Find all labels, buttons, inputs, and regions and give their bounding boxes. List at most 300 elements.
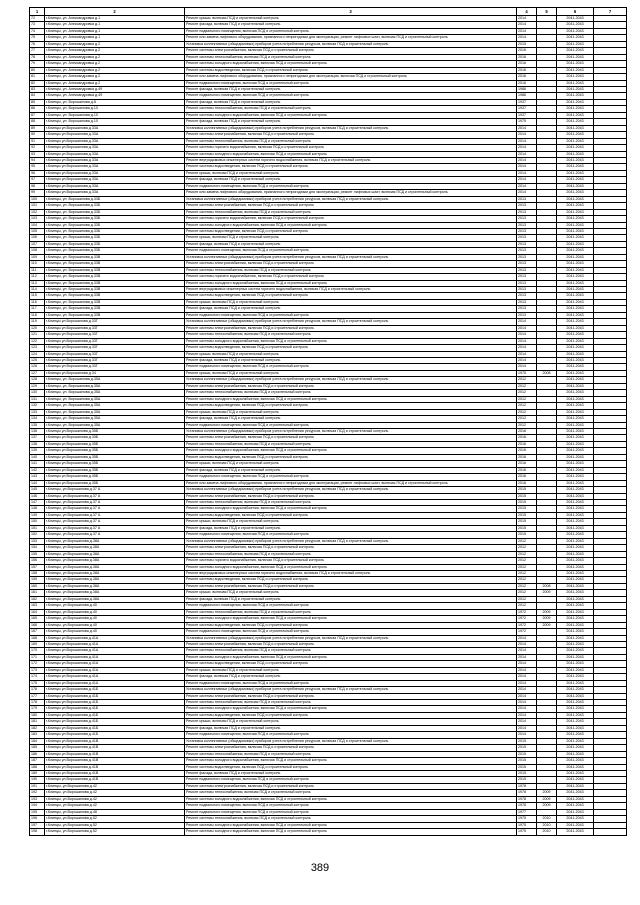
address-cell: г.Клинцы ул.Ворошилова д.33А [45,132,185,138]
year-built-cell: 2016 [517,474,537,480]
row-number-cell: 116 [30,299,45,305]
work-type-cell: Ремонт системы водоотведения, включая ПСД и строительный контроль [185,164,517,170]
year-built-cell: 2013 [517,293,537,299]
year-built-cell: 2016 [517,467,537,473]
year-built-cell: 1975 [517,816,537,822]
year-built-cell: 2014 [517,325,537,331]
address-cell: г.Клинцы ул.Ворошилова д.41В [45,745,185,751]
row-number-cell: 181 [30,719,45,725]
work-type-cell: Установка коллективных (общедомовых) приборов учета потребления ресурсов, включая ПСД и строительный контроль [185,254,517,260]
address-cell: г.Клинцы ул.Ворошилова д.41Б [45,687,185,693]
row-number-cell: 171 [30,654,45,660]
work-type-cell: Ремонт системы электроснабжения, включая ПСД и строительный контроль [185,641,517,647]
address-cell: г.Клинцы, ул. Ворошилова д.33Б [45,248,185,254]
address-cell: г.Клинцы, ул.Ворошилова д.37 А [45,519,185,525]
page-number: 389 [310,862,330,874]
address-cell: г.Клинцы ул.Ворошилова д.33Г [45,332,185,338]
address-cell: г.Клинцы ул.Ворошилова д.41А [45,661,185,667]
work-type-cell: Ремонт системы холодного водоснабжения, включая ПСД и строительный контроль [185,564,517,570]
year-built-cell: 2015 [517,512,537,518]
work-type-cell: Ремонт крыши, включая ПСД и строительный контроль [185,16,517,22]
address-cell: г.Клинцы ул.Ворошилова д.33А [45,164,185,170]
address-cell: г.Клинцы ул.Ворошилова д.41А [45,680,185,686]
work-type-cell: Ремонт фасада, включая ПСД и строительный контроль [185,674,517,680]
address-cell: г.Клинцы, ул.Ворошилова д.38А [45,570,185,576]
planned-period-cell: 2041-2043 [557,487,594,493]
year-last-repair-cell: 2009 [537,790,557,796]
year-built-cell: 2014 [517,732,537,738]
address-cell: г.Клинцы ул.Ворошилова д.41В [45,777,185,783]
year-built-cell: 1975 [517,119,537,125]
row-number-cell: 99 [30,190,45,196]
address-cell: г.Клинцы, ул.Ворошилова д.40 [45,629,185,635]
header-cell: 1 [30,8,45,16]
year-built-cell: 2013 [517,209,537,215]
row-number-cell: 89 [30,125,45,131]
planned-period-cell: 2041-2043 [557,138,594,144]
row-number-cell: 151 [30,525,45,531]
planned-period-cell: 2041-2043 [557,396,594,402]
row-number-cell: 162 [30,596,45,602]
address-cell: г.Клинцы, ул. Ворошилова д.35А [45,396,185,402]
address-cell: г.Клинцы, ул. Александровка д.1 [45,22,185,28]
address-cell: г.Клинцы, ул.Ворошилова д.52 [45,822,185,828]
row-number-cell: 115 [30,293,45,299]
planned-period-cell: 2041-2043 [557,822,594,828]
address-cell: г.Клинцы ул.Ворошилова д.33Г [45,345,185,351]
address-cell: г.Клинцы, ул. Ворошилова д.35А [45,377,185,383]
work-type-cell: Ремонт фасада, включая ПСД и строительный контроль [185,525,517,531]
work-type-cell: Ремонт системы теплоснабжения, включая ПСД и строительный контроль [185,648,517,654]
planned-period-cell: 2041-2043 [557,609,594,615]
row-number-cell: 129 [30,383,45,389]
planned-period-cell: 2041-2043 [557,448,594,454]
row-number-cell: 133 [30,409,45,415]
address-cell: г.Клинцы ул.Ворошилова д.33А [45,138,185,144]
header-cell: 7 [594,8,627,16]
work-type-cell: Ремонт фасада, включая ПСД и строительный контроль [185,86,517,92]
address-cell: г.Клинцы ул.Ворошилова д.33А [45,125,185,131]
work-type-cell: Установка коллективных (общедомовых) приборов учета потребления ресурсов, включая ПСД и строительный контроль [185,487,517,493]
planned-period-cell: 2041-2043 [557,16,594,22]
year-built-cell: 2015 [517,519,537,525]
planned-period-cell: 2041-2043 [557,145,594,151]
work-type-cell: Ремонт системы электроснабжения, включая ПСД и строительный контроль [185,545,517,551]
address-cell: г.Клинцы, ул. Ворошилова д.33Б [45,228,185,234]
row-number-cell: 143 [30,474,45,480]
year-built-cell: 2016 [517,435,537,441]
planned-period-cell: 2041-2043 [557,235,594,241]
year-built-cell: 2015 [517,777,537,783]
address-cell: г.Клинцы ул.Ворошилова д.41Б [45,719,185,725]
planned-period-cell: 2041-2043 [557,422,594,428]
planned-period-cell: 2041-2043 [557,409,594,415]
address-cell: г.Клинцы, ул. Александровка д.2 [45,74,185,80]
address-cell: г.Клинцы, ул.Ворошилова д.37 А [45,506,185,512]
year-built-cell: 2013 [517,203,537,209]
row-number-cell: 195 [30,809,45,815]
planned-period-cell: 2041-2043 [557,545,594,551]
work-type-cell: Ремонт крыши, включая ПСД и строительный контроль [185,667,517,673]
row-number-cell: 120 [30,325,45,331]
year-built-cell: 2012 [517,396,537,402]
work-type-cell: Ремонт подвального помещения, включая ПСД и строительный контроль [185,312,517,318]
planned-period-cell: 2041-2043 [557,461,594,467]
address-cell: г.Клинцы ул.Ворошилова д.33А [45,183,185,189]
row-number-cell: 152 [30,532,45,538]
work-type-cell: Ремонт системы теплоснабжения, включая ПСД и строительный контроль [185,551,517,557]
year-built-cell: 2016 [517,67,537,73]
address-cell: г.Клинцы ул.Ворошилова д.41А [45,654,185,660]
address-cell: г.Клинцы, ул.Ворошилова д.37 А [45,493,185,499]
planned-period-cell: 2041-2043 [557,661,594,667]
address-cell: г.Клинцы, ул.Ворошилова д.52 [45,816,185,822]
work-type-cell: Ремонт системы горячего водоснабжения, включая ПСД и строительный контроль [185,274,517,280]
work-type-cell: Ремонт системы теплоснабжения, включая ПСД и строительный контроль [185,816,517,822]
work-type-cell: Ремонт фасада, включая ПСД и строительный контроль [185,22,517,28]
work-type-cell: Ремонт системы теплоснабжения, включая ПСД и строительный контроль [185,499,517,505]
address-cell: г.Клинцы ул.Ворошилова д.41В [45,738,185,744]
address-cell: г.Клинцы, ул.Ворошилова д.52 [45,829,185,835]
row-number-cell: 97 [30,177,45,183]
address-cell: г.Клинцы, ул. Александровка д.2 [45,48,185,54]
planned-period-cell: 2041-2043 [557,248,594,254]
work-type-cell: Ремонт системы электроснабжения, включая ПСД и строительный контроль [185,325,517,331]
work-type-cell: Ремонт подвального помещения, включая ПСД и строительный контроль [185,183,517,189]
address-cell: г.Клинцы, ул. Ворошилова д.33В [45,287,185,293]
address-cell: г.Клинцы, ул. Ворошилова д.33В [45,261,185,267]
planned-period-cell: 2041-2043 [557,680,594,686]
address-cell: г.Клинцы, ул. Ворошилова д.35А [45,390,185,396]
row-number-cell: 121 [30,332,45,338]
year-last-repair-cell: 2009 [537,622,557,628]
work-type-cell: Ремонт системы электроснабжения, включая ПСД и строительный контроль [185,435,517,441]
planned-period-cell: 2041-2043 [557,377,594,383]
year-built-cell: 2012 [517,564,537,570]
year-built-cell: 2014 [517,687,537,693]
row-number-cell: 187 [30,758,45,764]
row-number-cell: 72 [30,16,45,22]
address-cell: г.Клинцы ул.Ворошилова д.35Б [45,441,185,447]
row-number-cell: 193 [30,796,45,802]
planned-period-cell: 2041-2043 [557,596,594,602]
address-cell: г.Клинцы ул.Ворошилова д.33Г [45,364,185,370]
planned-period-cell: 2041-2043 [557,809,594,815]
row-number-cell: 163 [30,603,45,609]
address-cell: г.Клинцы ул.Ворошилова д.34 [45,370,185,376]
planned-period-cell: 2041-2043 [557,551,594,557]
row-number-cell: 85 [30,99,45,105]
header-cell: 5 [537,8,557,16]
address-cell: г.Клинцы, ул. Ворошилова д.8 [45,99,185,105]
year-built-cell: 2016 [517,461,537,467]
planned-period-cell: 2041-2043 [557,332,594,338]
planned-period-cell: 2041-2043 [557,648,594,654]
work-type-cell: Ремонт фасада, включая ПСД и строительный контроль [185,241,517,247]
year-built-cell: 1972 [517,609,537,615]
address-cell: г.Клинцы ул.Ворошилова д.41Б [45,693,185,699]
row-number-cell: 197 [30,822,45,828]
work-type-cell: Ремонт системы холодного водоснабжения, включая ПСД и строительный контроль [185,280,517,286]
planned-period-cell: 2041-2043 [557,351,594,357]
year-built-cell: 2014 [517,190,537,196]
header-cell: 6 [557,8,594,16]
work-type-cell: Ремонт внутридомовых инженерных систем горячего водоснабжения, включая ПСД и строительный контроль [185,157,517,163]
planned-period-cell: 2041-2043 [557,558,594,564]
work-type-cell: Установка коллективных (общедомовых) приборов учета потребления ресурсов, включая ПСД и строительный контроль [185,319,517,325]
planned-period-cell: 2041-2043 [557,86,594,92]
address-cell: г.Клинцы, ул. Ворошилова д.10 [45,112,185,118]
planned-period-cell: 2041-2043 [557,54,594,60]
address-cell: г.Клинцы, ул. Ворошилова д.33Б [45,196,185,202]
row-number-cell: 90 [30,132,45,138]
row-number-cell: 144 [30,480,45,486]
year-built-cell: 2015 [517,745,537,751]
address-cell: г.Клинцы, ул.Ворошилова д.40 [45,616,185,622]
work-type-cell: Ремонт крыши, включая ПСД и строительный контроль [185,461,517,467]
row-number-cell: 190 [30,777,45,783]
year-built-cell: 2014 [517,319,537,325]
year-built-cell: 2014 [517,358,537,364]
row-number-cell: 170 [30,648,45,654]
address-cell: г.Клинцы ул.Ворошилова д.41Б [45,706,185,712]
year-built-cell: 2016 [517,441,537,447]
year-built-cell: 1978 [517,790,537,796]
address-cell: г.Клинцы, ул.Ворошилова д.37 А [45,512,185,518]
planned-period-cell: 2041-2043 [557,119,594,125]
work-type-cell: Ремонт системы электроснабжения, включая ПСД и строительный контроль [185,261,517,267]
address-cell: г.Клинцы, ул.Ворошилова д.38А [45,583,185,589]
year-built-cell: 2013 [517,241,537,247]
year-built-cell: 2013 [517,216,537,222]
work-type-cell: Ремонт фасада, включая ПСД и строительный контроль [185,358,517,364]
planned-period-cell: 2041-2043 [557,603,594,609]
planned-period-cell: 2041-2043 [557,228,594,234]
year-built-cell: 2013 [517,299,537,305]
work-type-cell: Ремонт системы теплоснабжения, включая ПСД и строительный контроль [185,138,517,144]
year-last-repair-cell: 2010 [537,829,557,835]
planned-period-cell: 2041-2043 [557,293,594,299]
address-cell: г.Клинцы, ул.Ворошилова д.40 [45,603,185,609]
repair-schedule-table [29,7,627,836]
row-number-cell: 131 [30,396,45,402]
work-type-cell: Ремонт фасада, включая ПСД и строительный контроль [185,596,517,602]
work-type-cell: Ремонт системы водоотведения, включая ПСД и строительный контроль [185,712,517,718]
row-number-cell: 176 [30,687,45,693]
planned-period-cell: 2041-2043 [557,267,594,273]
year-built-cell: 2014 [517,16,537,22]
planned-period-cell: 2041-2043 [557,693,594,699]
row-number-cell: 156 [30,558,45,564]
planned-period-cell: 2041-2043 [557,125,594,131]
year-built-cell: 2014 [517,719,537,725]
row-number-cell: 198 [30,829,45,835]
address-cell: г.Клинцы ул.Ворошилова д.33А [45,157,185,163]
year-built-cell: 2012 [517,596,537,602]
address-cell: г.Клинцы, ул. Ворошилова д.33Б [45,209,185,215]
year-built-cell: 2014 [517,674,537,680]
work-type-cell: Ремонт системы водоотведения, включая ПСД и строительный контроль [185,67,517,73]
year-built-cell: 2012 [517,603,537,609]
row-number-cell: 168 [30,635,45,641]
row-number-cell: 91 [30,138,45,144]
row-number-cell: 178 [30,700,45,706]
year-last-repair-cell: 2009 [537,616,557,622]
work-type-cell: Установка коллективных (общедомовых) приборов учета потребления ресурсов, включая ПСД и строительный контроль [185,635,517,641]
planned-period-cell: 2041-2043 [557,616,594,622]
work-type-cell: Ремонт системы электроснабжения, включая ПСД и строительный контроль [185,693,517,699]
planned-period-cell: 2041-2043 [557,719,594,725]
planned-period-cell: 2041-2043 [557,358,594,364]
address-cell: г.Клинцы ул.Ворошилова д.41Б [45,700,185,706]
work-type-cell: Установка коллективных (общедомовых) приборов учета потребления ресурсов, включая ПСД и строительный контроль [185,738,517,744]
address-cell: г.Клинцы ул.Ворошилова д.41А [45,635,185,641]
row-number-cell: 108 [30,248,45,254]
year-built-cell: 2014 [517,177,537,183]
row-number-cell: 132 [30,403,45,409]
planned-period-cell: 2041-2043 [557,751,594,757]
year-built-cell: 2013 [517,274,537,280]
row-number-cell: 111 [30,267,45,273]
planned-period-cell: 2041-2043 [557,803,594,809]
address-cell: г.Клинцы, ул. Ворошилова д.35А [45,403,185,409]
row-number-cell: 139 [30,448,45,454]
address-cell: г.Клинцы, ул.Ворошилова д.38А [45,596,185,602]
planned-period-cell: 2041-2043 [557,654,594,660]
planned-period-cell: 2041-2043 [557,512,594,518]
year-built-cell: 2012 [517,583,537,589]
year-last-repair-cell: 2009 [537,609,557,615]
planned-period-cell: 2041-2043 [557,622,594,628]
address-cell: г.Клинцы ул.Ворошилова д.35Б [45,429,185,435]
work-type-cell: Ремонт системы электроснабжения, включая ПСД и строительный контроль [185,132,517,138]
address-cell: г.Клинцы ул.Ворошилова д.33Г [45,319,185,325]
planned-period-cell: 2041-2043 [557,99,594,105]
planned-period-cell: 2041-2043 [557,132,594,138]
year-built-cell: 1937 [517,112,537,118]
address-cell: г.Клинцы ул.Ворошилова д.35Б [45,454,185,460]
work-type-cell: Ремонт фасада, включая ПСД и строительный контроль [185,467,517,473]
row-number-cell: 148 [30,506,45,512]
year-built-cell: 2015 [517,764,537,770]
address-cell: г.Клинцы, ул.Ворошилова д.38А [45,538,185,544]
address-cell: г.Клинцы ул.Ворошилова д.33А [45,170,185,176]
address-cell: г.Клинцы, ул.Ворошилова д.40 [45,622,185,628]
year-built-cell: 2012 [517,403,537,409]
year-built-cell: 2014 [517,635,537,641]
row-number-cell: 141 [30,461,45,467]
year-built-cell: 2016 [517,429,537,435]
address-cell: г.Клинцы, ул. Ворошилова д.35А [45,422,185,428]
planned-period-cell: 2041-2043 [557,725,594,731]
year-built-cell: 2012 [517,390,537,396]
row-number-cell: 185 [30,745,45,751]
year-built-cell: 1972 [517,629,537,635]
row-number-cell: 147 [30,499,45,505]
year-built-cell: 2015 [517,487,537,493]
row-number-cell: 122 [30,338,45,344]
work-type-cell: Ремонт системы теплоснабжения, включая ПСД и строительный контроль [185,700,517,706]
planned-period-cell: 2041-2043 [557,777,594,783]
year-built-cell: 2013 [517,267,537,273]
planned-period-cell: 2041-2043 [557,183,594,189]
year-built-cell: 1977 [517,809,537,815]
planned-period-cell: 2041-2043 [557,700,594,706]
work-type-cell: Ремонт крыши, включая ПСД и строительный контроль [185,590,517,596]
work-type-cell: Ремонт системы водоотведения, включая ПСД и строительный контроль [185,345,517,351]
note-cell [594,829,627,835]
planned-period-cell: 2041-2043 [557,764,594,770]
address-cell: г.Клинцы, ул.Ворошилова д.38А [45,545,185,551]
year-built-cell: 2014 [517,145,537,151]
row-number-cell: 81 [30,74,45,80]
address-cell: г.Клинцы, ул. Ворошилова д.33В [45,299,185,305]
year-built-cell: 2013 [517,235,537,241]
year-built-cell: 2014 [517,125,537,131]
planned-period-cell: 2041-2043 [557,712,594,718]
address-cell: г.Клинцы, ул.Ворошилова д.37 А [45,487,185,493]
planned-period-cell: 2041-2043 [557,106,594,112]
year-built-cell: 2013 [517,287,537,293]
planned-period-cell: 2041-2043 [557,564,594,570]
year-built-cell: 2014 [517,351,537,357]
work-type-cell: Ремонт фасада, включая ПСД и строительный контроль [185,119,517,125]
work-type-cell: Ремонт системы водоотведения, включая ПСД и строительный контроль [185,228,517,234]
address-cell: г.Клинцы ул.Ворошилова д.33А [45,145,185,151]
planned-period-cell: 2041-2043 [557,325,594,331]
year-built-cell: 2012 [517,570,537,576]
row-number-cell: 140 [30,454,45,460]
work-type-cell: Ремонт системы водоотведения, включая ПСД и строительный контроль [185,577,517,583]
work-type-cell: Ремонт системы холодного водоснабжения, включая ПСД и строительный контроль [185,448,517,454]
year-built-cell: 2014 [517,712,537,718]
address-cell: г.Клинцы, ул.Ворошилова д.48 [45,809,185,815]
year-built-cell: 2014 [517,170,537,176]
row-number-cell: 134 [30,416,45,422]
work-type-cell: Ремонт подвального помещения, включая ПСД и строительный контроль [185,809,517,815]
address-cell: г.Клинцы ул.Ворошилова д.35Б [45,467,185,473]
planned-period-cell: 2041-2043 [557,261,594,267]
row-number-cell: 183 [30,732,45,738]
row-number-cell: 102 [30,209,45,215]
planned-period-cell: 2041-2043 [557,164,594,170]
work-type-cell: Ремонт крыши, включая ПСД и строительный контроль [185,409,517,415]
year-built-cell: 2015 [517,758,537,764]
planned-period-cell: 2041-2043 [557,771,594,777]
planned-period-cell: 2041-2043 [557,467,594,473]
year-last-repair-cell: 2008 [537,583,557,589]
row-number-cell: 157 [30,564,45,570]
work-type-cell: Ремонт системы теплоснабжения, включая ПСД и строительный контроль [185,332,517,338]
work-type-cell: Ремонт крыши, включая ПСД и строительный контроль [185,370,517,376]
work-type-cell: Ремонт подвального помещения, включая ПСД и строительный контроль [185,422,517,428]
planned-period-cell: 2041-2043 [557,796,594,802]
row-number-cell: 109 [30,254,45,260]
year-built-cell: 2014 [517,648,537,654]
table-body [30,8,627,836]
year-built-cell: 1972 [517,616,537,622]
year-built-cell: 1975 [517,370,537,376]
address-cell: г.Клинцы ул.Ворошилова д.41В [45,751,185,757]
planned-period-cell: 2041-2043 [557,338,594,344]
work-type-cell: Установка коллективных (общедомовых) приборов учета потребления ресурсов, включая ПСД и строительный контроль [185,125,517,131]
planned-period-cell: 2041-2043 [557,364,594,370]
row-number-cell: 165 [30,616,45,622]
year-built-cell: 2015 [517,493,537,499]
year-built-cell: 1978 [517,803,537,809]
row-number-cell: 93 [30,151,45,157]
year-built-cell: 1975 [517,829,537,835]
